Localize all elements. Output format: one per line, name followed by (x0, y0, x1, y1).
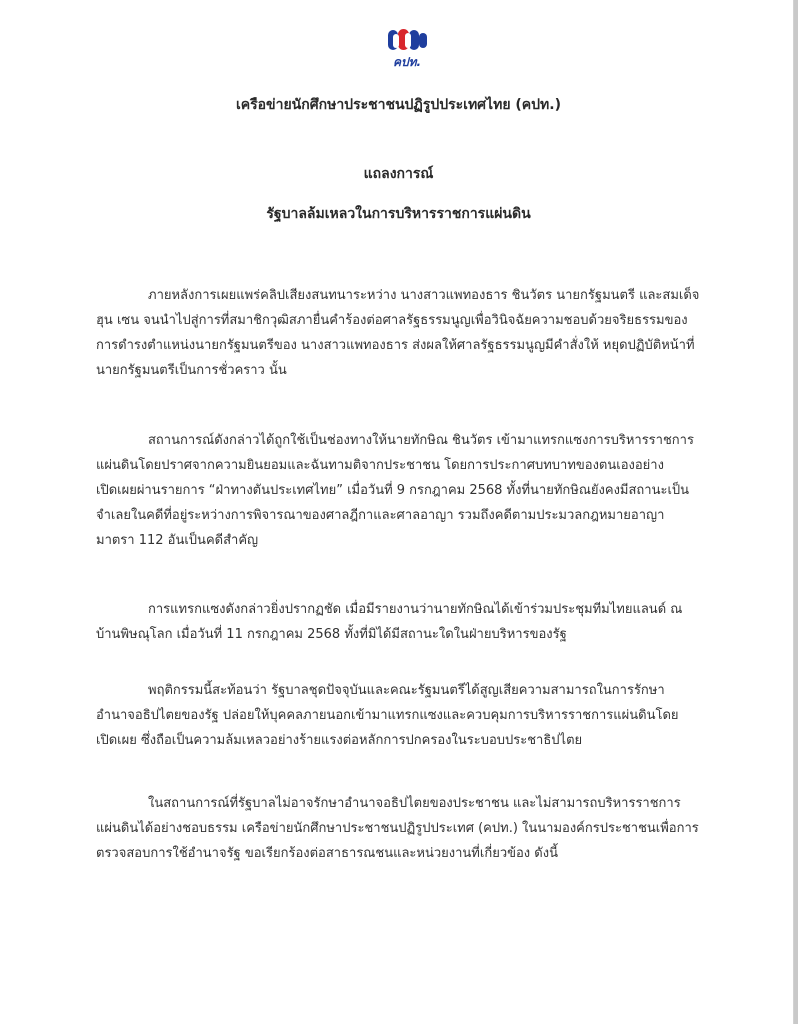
paragraph-line: เปิดเผย ซึ่งถือเป็นความล้มเหลวอย่างร้ายแรงต่อหลักการปกครองในระบอบประชาธิปไตย (96, 733, 583, 748)
paragraph-line: ภายหลังการเผยแพร่คลิปเสียงสนทนาระหว่าง นางสาวแพทองธาร ชินวัตร นายกรัฐมนตรี และสมเด็จ (148, 288, 700, 303)
paragraph-1 (96, 283, 718, 383)
paragraph-line: นายกรัฐมนตรีเป็นการชั่วคราว นั้น (96, 363, 287, 378)
paragraph-5 (96, 791, 718, 866)
paragraph-line: แผ่นดินโดยปราศจากความยินยอมและฉันทามติจากประชาชน โดยการประกาศบทบาทของตนเองอย่าง (96, 458, 664, 473)
paragraph-line: พฤติกรรมนี้สะท้อนว่า รัฐบาลชุดปัจจุบันและคณะรัฐมนตรีได้สูญเสียความสามารถในการรักษา (148, 683, 665, 698)
kpt-logo-icon (384, 24, 430, 70)
paragraph-line: ตรวจสอบการใช้อำนาจรัฐ ขอเรียกร้องต่อสาธารณชนและหน่วยงานที่เกี่ยวข้อง ดังนี้ (96, 846, 558, 861)
paragraph-line: เปิดเผยผ่านรายการ “ฝ่าทางตันประเทศไทย” เมื่อวันที่ 9 กรกฎาคม 2568 ทั้งที่นายทักษิณยังคงมีสถานะเป็น (96, 483, 690, 498)
paragraph-2 (96, 428, 718, 553)
document-page (4, 0, 794, 1024)
paragraph-line: บ้านพิษณุโลก เมื่อวันที่ 11 กรกฎาคม 2568 ทั้งที่มิได้มีสถานะใดในฝ่ายบริหารของรัฐ (96, 627, 567, 642)
paragraph-line: การดำรงตำแหน่งนายกรัฐมนตรีของ นางสาวแพทองธาร ส่งผลให้ศาลรัฐธรรมนูญมีคำสั่งให้ หยุดปฏิบัติหน้าที่ (96, 338, 695, 353)
paragraph-3 (96, 597, 718, 647)
paragraph-line: ฮุน เซน จนนำไปสู่การที่สมาชิกวุฒิสภายื่นคำร้องต่อศาลรัฐธรรมนูญเพื่อวินิจฉัยความชอบด้วยจริยธรรมของ (96, 313, 688, 328)
document-subtitle: รัฐบาลล้มเหลวในการบริหารราชการแผ่นดิน (266, 206, 531, 222)
paragraph-line: อำนาจอธิปไตยของรัฐ ปล่อยให้บุคคลภายนอกเข้ามาแทรกแซงและควบคุมการบริหารราชการแผ่นดินโดย (96, 708, 679, 723)
organization-name: เครือข่ายนักศึกษาประชาชนปฏิรูปประเทศไทย (คปท.) (235, 97, 562, 113)
paragraph-line: มาตรา 112 อันเป็นคดีสำคัญ (96, 533, 259, 548)
paragraph-line: การแทรกแซงดังกล่าวยิ่งปรากฏชัด เมื่อมีรายงานว่านายทักษิณได้เข้าร่วมประชุมทีมไทยแลนด์ ณ (148, 602, 683, 617)
document-title: แถลงการณ์ (363, 166, 434, 182)
paragraph-line: จำเลยในคดีที่อยู่ระหว่างการพิจารณาของศาลฎีกาและศาลอาญา รวมถึงคดีตามประมวลกฎหมายอาญา (96, 508, 665, 523)
paragraph-line: ในสถานการณ์ที่รัฐบาลไม่อาจรักษาอำนาจอธิปไตยของประชาชน และไม่สามารถบริหารราชการ (148, 796, 681, 811)
paragraph-4 (96, 678, 718, 753)
page-edge-shadow (794, 0, 798, 1024)
paragraph-line: แผ่นดินได้อย่างชอบธรรม เครือข่ายนักศึกษาประชาชนปฏิรูปประเทศ (คปท.) ในนามองค์กรประชาชนเพื่อการ (96, 821, 699, 836)
logo-text: คปท. (392, 55, 422, 69)
paragraph-line: สถานการณ์ดังกล่าวได้ถูกใช้เป็นช่องทางให้นายทักษิณ ชินวัตร เข้ามาแทรกแซงการบริหารราชการ (148, 433, 694, 448)
